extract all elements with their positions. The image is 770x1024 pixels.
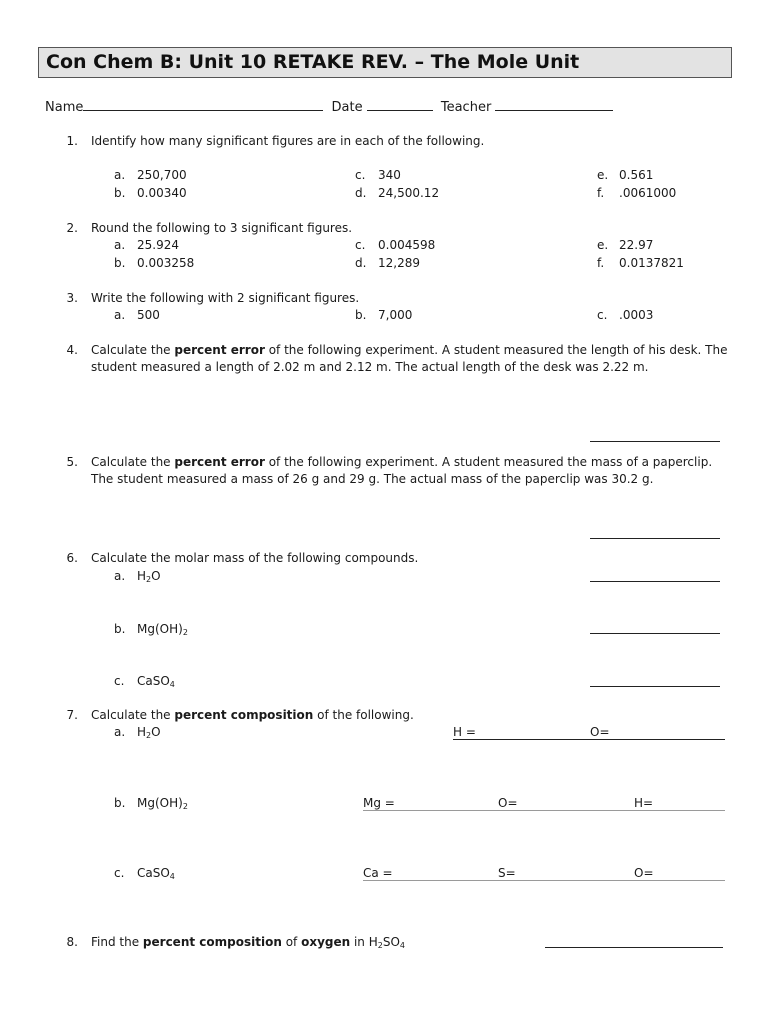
q7-c-field-o: O= xyxy=(634,866,654,880)
q7-c-field-s: S= xyxy=(498,866,516,880)
q2-f-label: f. xyxy=(597,256,605,270)
name-label: Name xyxy=(45,100,84,115)
q2-a-label: a. xyxy=(114,238,126,252)
q6-c-label: c. xyxy=(114,674,125,688)
teacher-blank[interactable] xyxy=(495,98,613,111)
q2-f-value: 0.0137821 xyxy=(619,256,684,270)
q5-number: 5. xyxy=(66,455,78,469)
q7-b-field-mg: Mg = xyxy=(363,796,395,810)
q6-c-answer-line[interactable] xyxy=(590,686,720,687)
q5-answer-line[interactable] xyxy=(590,538,720,539)
q6-b-formula-main: Mg(OH) xyxy=(137,622,183,636)
q7-a-field-o: O= xyxy=(590,725,610,739)
q5-text-post: of the following experiment. A student measured the mass of a paperclip. The student measured a mass of 26 g and 29 g. The actual mass of the paperclip was 30.2 g. xyxy=(91,455,713,486)
q8-formula-sub1: 2 xyxy=(377,941,383,950)
q2-c-label: c. xyxy=(355,238,366,252)
q7-a-label: a. xyxy=(114,725,126,739)
q6-c-formula xyxy=(137,674,175,689)
q7-c-label: c. xyxy=(114,866,125,880)
q1-b-label: b. xyxy=(114,186,126,200)
q7-c-field-ca: Ca = xyxy=(363,866,393,880)
q1-a-value: 250,700 xyxy=(137,168,187,182)
q2-d-label: d. xyxy=(355,256,367,270)
q8-formula-sub2: 4 xyxy=(399,941,405,950)
q2-c-value: 0.004598 xyxy=(378,238,436,252)
q3-c-label: c. xyxy=(597,308,608,322)
q6-a-answer-line[interactable] xyxy=(590,581,720,582)
q2-number: 2. xyxy=(66,221,78,235)
q2-d-value: 12,289 xyxy=(378,256,420,270)
q7-text-bold: percent composition xyxy=(174,708,314,722)
q8-text-bold-oxygen: oxygen xyxy=(301,935,351,949)
q4-text-post: of the following experiment. A student measured the length of his desk. The student measured a length of 2.02 m and 2.12 m. The actual length of the desk was 2.22 m. xyxy=(91,343,728,374)
q6-text: Calculate the molar mass of the following compounds. xyxy=(91,551,419,565)
q7-b-formula-main: Mg(OH) xyxy=(137,796,183,810)
q1-f-label: f. xyxy=(597,186,605,200)
q6-number: 6. xyxy=(66,551,78,565)
q1-c-value: 340 xyxy=(378,168,401,182)
q7-a-answer-line[interactable] xyxy=(453,739,725,740)
q8-formula-h: in H xyxy=(350,935,378,949)
q7-a-formula xyxy=(137,725,161,740)
q6-a-formula xyxy=(137,569,161,584)
q7-text-post: of the following. xyxy=(313,708,414,722)
q6-b-label: b. xyxy=(114,622,126,636)
q6-c-formula-main: CaSO xyxy=(137,674,170,688)
q3-c-value: .0003 xyxy=(619,308,654,322)
q7-c-formula-main: CaSO xyxy=(137,866,170,880)
q2-e-label: e. xyxy=(597,238,609,252)
q7-c-answer-line[interactable] xyxy=(363,880,725,881)
q4-text-bold: percent error xyxy=(174,343,265,357)
q7-number: 7. xyxy=(66,708,78,722)
q1-f-value: .0061000 xyxy=(619,186,677,200)
q7-a-formula-main: H xyxy=(137,725,147,739)
q2-b-value: 0.003258 xyxy=(137,256,195,270)
date-label: Date xyxy=(331,100,363,115)
q6-b-answer-line[interactable] xyxy=(590,633,720,634)
q7-c-formula-sub: 4 xyxy=(169,872,175,881)
q3-text: Write the following with 2 significant figures. xyxy=(91,291,360,305)
q7-b-answer-line[interactable] xyxy=(363,810,725,811)
q5-text-bold: percent error xyxy=(174,455,265,469)
q2-b-label: b. xyxy=(114,256,126,270)
q8-text-bold-composition: percent composition xyxy=(142,935,282,949)
q2-a-value: 25.924 xyxy=(137,238,179,252)
q6-a-formula-main: H xyxy=(137,569,147,583)
q1-a-label: a. xyxy=(114,168,126,182)
q3-a-label: a. xyxy=(114,308,126,322)
q3-b-label: b. xyxy=(355,308,367,322)
q7-a-formula-tail: O xyxy=(151,725,161,739)
q2-e-value: 22.97 xyxy=(619,238,654,252)
title-box xyxy=(38,47,732,78)
q6-a-label: a. xyxy=(114,569,126,583)
q6-a-formula-tail: O xyxy=(151,569,161,583)
q1-e-value: 0.561 xyxy=(619,168,654,182)
q7-b-label: b. xyxy=(114,796,126,810)
q4-text xyxy=(91,342,731,376)
q8-answer-line[interactable] xyxy=(545,947,723,948)
date-blank[interactable] xyxy=(367,98,433,111)
name-blank[interactable] xyxy=(83,98,323,111)
q2-text: Round the following to 3 significant figures. xyxy=(91,221,353,235)
q8-text xyxy=(91,935,405,950)
q3-number: 3. xyxy=(66,291,78,305)
q7-b-field-h: H= xyxy=(634,796,654,810)
q7-a-field-h: H = xyxy=(453,725,476,739)
q1-number: 1. xyxy=(66,134,78,148)
q8-text-pre: Find the xyxy=(91,935,143,949)
page-title: Con Chem B: Unit 10 RETAKE REV. – The Mole Unit xyxy=(46,51,580,73)
q1-d-label: d. xyxy=(355,186,367,200)
q1-b-value: 0.00340 xyxy=(137,186,187,200)
q6-b-formula xyxy=(137,622,188,637)
q8-number: 8. xyxy=(66,935,78,949)
q6-b-formula-sub: 2 xyxy=(182,628,188,637)
q7-text xyxy=(91,708,414,722)
q1-c-label: c. xyxy=(355,168,366,182)
q7-a-formula-sub: 2 xyxy=(146,731,152,740)
q1-d-value: 24,500.12 xyxy=(378,186,440,200)
q4-answer-line[interactable] xyxy=(590,441,720,442)
q5-text xyxy=(91,454,731,488)
q5-text-pre: Calculate the xyxy=(91,455,175,469)
q7-text-pre: Calculate the xyxy=(91,708,175,722)
q4-number: 4. xyxy=(66,343,78,357)
q7-b-formula xyxy=(137,796,188,811)
q8-text-mid: of xyxy=(281,935,302,949)
q8-formula-so: SO xyxy=(382,935,400,949)
q1-e-label: e. xyxy=(597,168,609,182)
q3-a-value: 500 xyxy=(137,308,160,322)
q7-b-formula-sub: 2 xyxy=(182,802,188,811)
teacher-label: Teacher xyxy=(440,100,492,115)
header-row xyxy=(45,98,613,115)
q3-b-value: 7,000 xyxy=(378,308,413,322)
q6-c-formula-sub: 4 xyxy=(169,680,175,689)
q7-c-formula xyxy=(137,866,175,881)
q7-b-field-o: O= xyxy=(498,796,518,810)
q6-a-formula-sub: 2 xyxy=(146,575,152,584)
q4-text-pre: Calculate the xyxy=(91,343,175,357)
q1-text: Identify how many significant figures are in each of the following. xyxy=(91,134,485,148)
